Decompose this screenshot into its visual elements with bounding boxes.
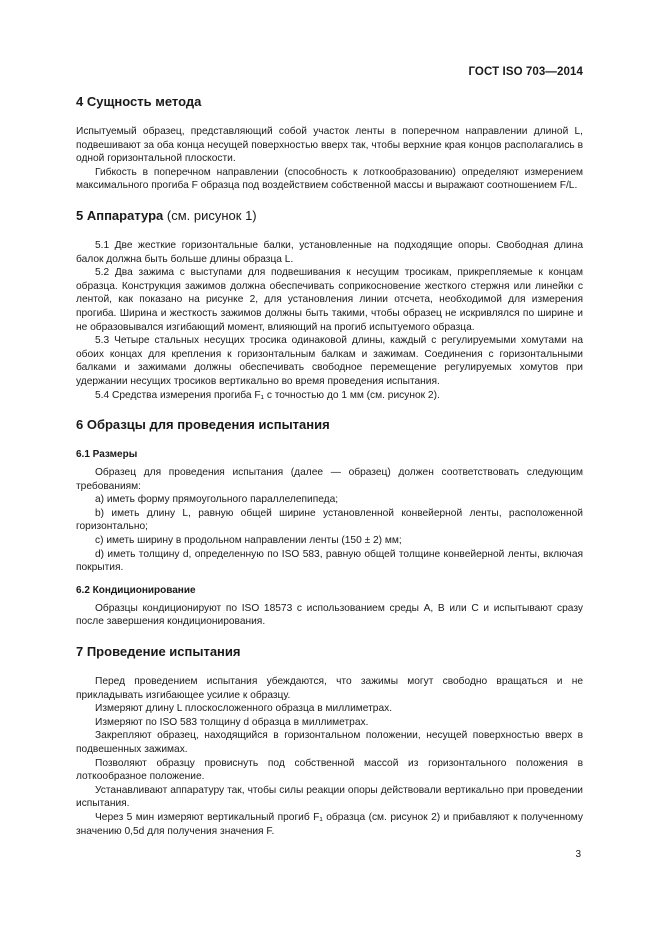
paragraph: Образец для проведения испытания (далее — образец) должен соответствовать следующим требованиям: bbox=[76, 467, 583, 492]
paragraph: Устанавливают аппаратуру так, чтобы силы реакции опоры действовали вертикально при проведении испытания. bbox=[76, 784, 583, 810]
paragraph: Измеряют по ISO 583 толщину d образца в миллиметрах. bbox=[95, 716, 369, 728]
paragraph: Образцы кондиционируют по ISO 18573 с использованием среды A, B или C и испытывают сразу после завершения кондиционирования. bbox=[76, 602, 583, 628]
paragraph: 5.3 Четыре стальных несущих тросика одинаковой длины, каждый с регулируемыми хомутами на обоих концах для крепления к горизонтальным балкам и зажимам. Соединения с горизонтальными балками и зажимами должны обеспечивать свободное перемещение регулируемых хомутов при удержании несущих тросиков вертикально во время проведения испытания. bbox=[76, 335, 583, 387]
section-7-title: 7 Проведение испытания bbox=[76, 644, 241, 660]
paragraph: Гибкость в поперечном направлении (способность к лоткообразованию) определяют измерением максимального прогиба F образца под воздействием собственной массы и выражают соотношением F/L. bbox=[76, 166, 583, 192]
paragraph: Закрепляют образец, находящийся в горизонтальном положении, несущей поверхностью вверх в подвешенных зажимах. bbox=[76, 730, 583, 755]
subsection-6-2-title: 6.2 Кондиционирование bbox=[76, 584, 196, 596]
paragraph: Через 5 мин измеряют вертикальный прогиб F₁ образца (см. рисунок 2) и прибавляют к полученному значению 0,5d для получения значения F. bbox=[76, 811, 583, 837]
section-5-title-ref: (см. рисунок 1) bbox=[163, 207, 257, 223]
paragraph: Перед проведением испытания убеждаются, что зажимы могут свободно вращаться и не прикладывать изгибающее усилие к образцу. bbox=[76, 676, 583, 701]
section-5-title-main: 5 Аппаратура bbox=[76, 207, 164, 223]
document-code-header: ГОСТ ISO 703—2014 bbox=[468, 66, 583, 78]
list-item: b) иметь длину L, равную общей ширине установленной конвейерной ленты, расположенной горизонтально; bbox=[76, 507, 583, 533]
paragraph: 5.2 Два зажима с выступами для подвешивания к несущим тросикам, прикрепляемые к концам образца. Конструкция зажимов должна обеспечивать соприкосновение жесткого стержня или линейки с лентой, как показано на рисунке 2, для установления линии отсчета, необходимой для измерения прогиба. Ширина и жесткость зажимов должны быть такими, чтобы образец не искривлялся по ширине и не образовывался изгибающий момент, влияющий на прогиб испытуемого образца. bbox=[76, 267, 583, 333]
list-item: d) иметь толщину d, определенную по ISO 583, равную общей толщине конвейерной ленты, включая покрытия. bbox=[76, 548, 583, 574]
main-content bbox=[76, 94, 583, 838]
paragraph: Измеряют длину L плоскосложенного образца в миллиметрах. bbox=[95, 703, 393, 715]
paragraph: Испытуемый образец, представляющий собой участок ленты в поперечном направлении длиной L, подвешивают за оба конца несущей поверхностью вверх так, чтобы верхние края концов располагались в одной горизонтальной плоскости. bbox=[76, 126, 583, 165]
subsection-6-1-title: 6.1 Размеры bbox=[76, 449, 138, 461]
paragraph: 5.1 Две жесткие горизонтальные балки, установленные на подходящие опоры. Свободная длина балок должна быть больше длины образца L. bbox=[76, 239, 583, 265]
section-6-title: 6 Образцы для проведения испытания bbox=[76, 417, 330, 433]
list-item: a) иметь форму прямоугольного параллелепипеда; bbox=[95, 494, 339, 506]
section-5-title bbox=[76, 208, 583, 224]
list-item: c) иметь ширину в продольном направлении ленты (150 ± 2) мм; bbox=[95, 535, 402, 547]
section-4-title: 4 Сущность метода bbox=[76, 94, 202, 109]
page-number: 3 bbox=[575, 849, 581, 860]
paragraph: 5.4 Средства измерения прогиба F₁ с точностью до 1 мм (см. рисунок 2). bbox=[95, 389, 440, 401]
paragraph: Позволяют образцу провиснуть под собственной массой из горизонтального положения в лоткообразное положение. bbox=[76, 757, 583, 783]
